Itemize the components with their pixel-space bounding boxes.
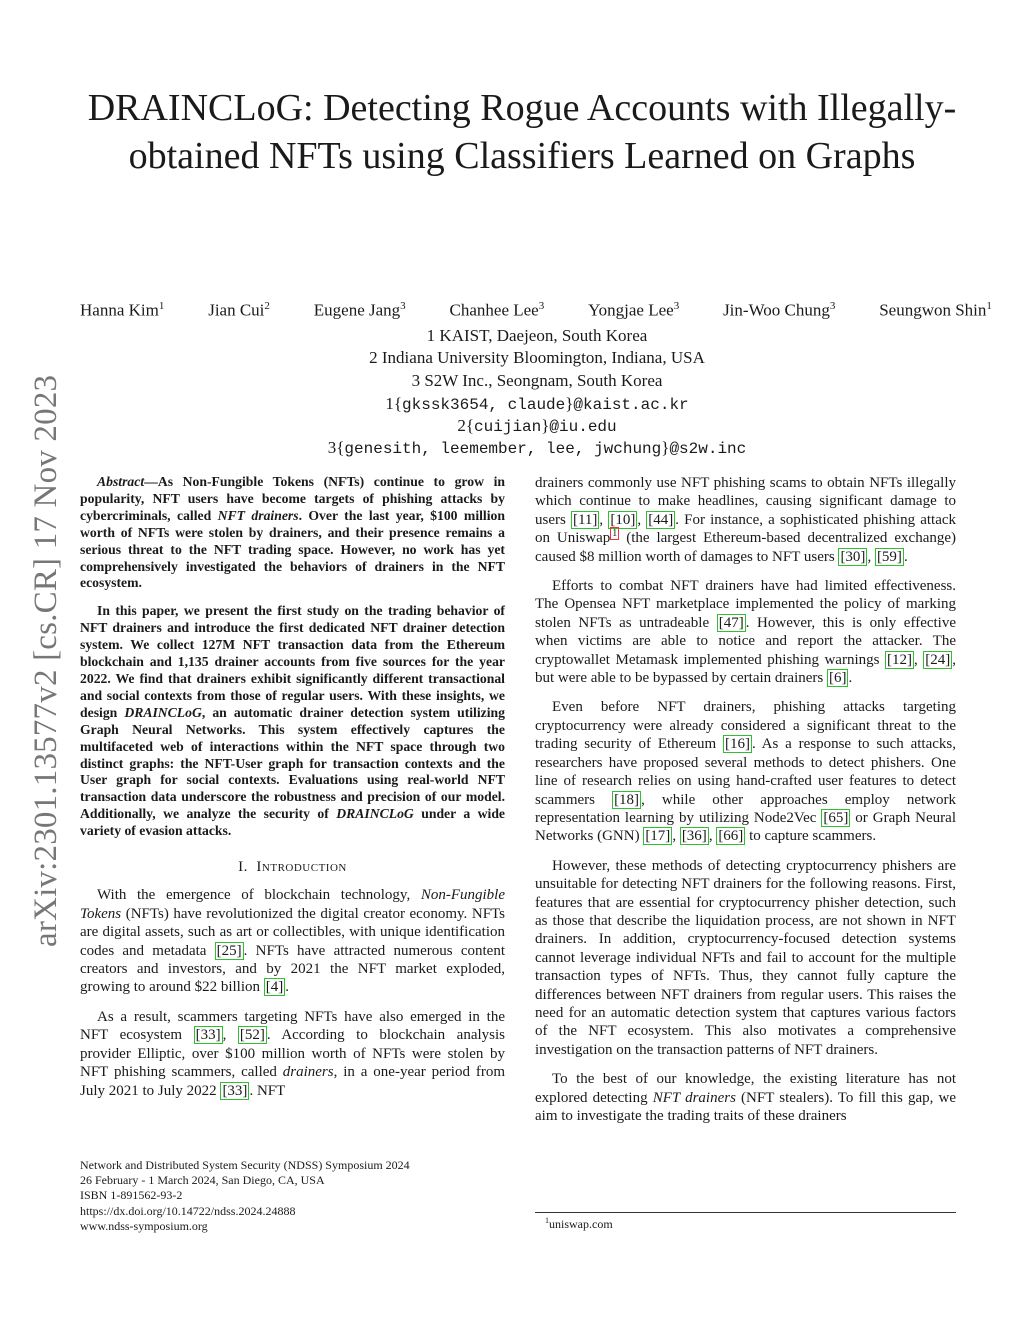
- body-paragraph: However, these methods of detecting cryptocurrency phishers are unsuitable for detecting NFT drainers for the following reasons. First, features that are essential for cryptocurrency phisher detection, such as those that describe the liquidation process, are not shown in NFT drainers. In addition, cryptocurrency-focused detection systems cannot leverage individual NFTs and fail to account for the multiple transaction types of NFTs. Thus, they cannot fully capture the differences between NFT drainers from regular users. This raises the need for an automatic detection system that captures various factors of the NFT ecosystem. This also motivates a comprehensive investigation on the transaction patterns of NFT drainers.: [535, 857, 956, 1058]
- author: Chanhee Lee$^3$: [449, 300, 545, 320]
- citation-link[interactable]: [11]: [572, 511, 598, 528]
- conference-note: [80, 1158, 410, 1234]
- citation-link[interactable]: [4]: [265, 979, 284, 996]
- citation-link[interactable]: [30]: [840, 548, 866, 565]
- arxiv-identifier: arXiv:2301.13577v2 [cs.CR] 17 Nov 2023: [28, 374, 64, 947]
- right-column: [535, 474, 956, 1136]
- section-heading: I. Introduction: [238, 859, 347, 876]
- citation-link[interactable]: [24]: [925, 651, 951, 668]
- body-paragraph: Efforts to combat NFT drainers have had limited effectiveness. The Opensea NFT marketplace implemented the policy of marking stolen NFTs as untradeable [47] . However, this is only effective when victims are able to notice and report the attacker. The cryptowallet Metamask implemented phishing warnings [12] , [24] , but were able to be bypassed by certain drainers [6] .: [535, 578, 956, 687]
- citation-link[interactable]: [6]: [828, 670, 847, 687]
- citation-link[interactable]: [10]: [610, 511, 636, 528]
- citation-link[interactable]: [17]: [645, 828, 671, 845]
- citation-link[interactable]: [18]: [614, 791, 640, 808]
- footnote-link[interactable]: 1: [612, 528, 618, 540]
- website-link[interactable]: www.ndss-symposium.org: [80, 1218, 208, 1233]
- body-paragraph: To the best of our knowledge, the existing literature has not explored detecting NFT drainers (NFT stealers). To fill this gap, we aim to investigate the trading traits of these drainers: [535, 1071, 956, 1124]
- citation-link[interactable]: [12]: [886, 651, 912, 668]
- author: Jin-Woo Chung$^3$: [723, 300, 836, 320]
- affiliation: 3 S2W Inc., Seongnam, South Korea: [411, 371, 663, 390]
- email-line: 2{cuijian}@iu.edu: [457, 416, 617, 436]
- citation-link[interactable]: [59]: [876, 548, 902, 565]
- citation-link[interactable]: [66]: [718, 828, 744, 845]
- conference-line: ISBN 1-891562-93-2: [80, 1188, 183, 1203]
- author: Yongjae Lee$^3$: [588, 300, 680, 320]
- citation-link[interactable]: [25]: [216, 942, 242, 959]
- citation-link[interactable]: [65]: [823, 809, 849, 826]
- citation-link[interactable]: [44]: [648, 511, 674, 528]
- citation-link[interactable]: [16]: [724, 736, 750, 753]
- citation-link[interactable]: [33]: [222, 1082, 248, 1099]
- body-paragraph: With the emergence of blockchain technology, Non-Fungible Tokens (NFTs) have revolutionized the digital creator economy. NFTs are digital assets, such as art or collectibles, with unique identification codes and metadata [25] . NFTs have attracted numerous content creators and investors, and by 2021 the NFT market exploded, growing to around $22 billion [4] .: [80, 887, 505, 996]
- body-paragraph: Even before NFT drainers, phishing attacks targeting cryptocurrency were already considered a significant threat to the trading security of Ethereum [16] . As a response to such attacks, researchers have proposed several methods to detect phishers. One line of research relies on using hand-crafted user features to detect scammers [18] , while other approaches employ network representation learning by utilizing Node2Vec [65] or Graph Neural Networks (GNN) [17] , [36] , [66] to capture scammers.: [535, 699, 956, 845]
- email-line: 1{gkssk3654, claude}@kaist.ac.kr: [385, 394, 689, 414]
- footnote: $^1$uniswap.com: [545, 1216, 613, 1231]
- doi-link[interactable]: https://dx.doi.org/10.14722/ndss.2024.24888: [80, 1203, 296, 1218]
- conference-line: 26 February - 1 March 2024, San Diego, CA, USA: [80, 1173, 325, 1188]
- affiliation: 1 KAIST, Daejeon, South Korea: [426, 326, 648, 345]
- left-column: [80, 474, 505, 1111]
- author: Hanna Kim$^1$: [80, 300, 165, 320]
- author-list: [80, 300, 992, 321]
- conference-line: Network and Distributed System Security (NDSS) Symposium 2024: [80, 1158, 410, 1172]
- author: Jian Cui$^2$: [208, 300, 270, 320]
- paper-title: DRAINCLoG: Detecting Rogue Accounts with Illegally-obtained NFTs using Classifiers Learned on Graphs: [87, 87, 957, 177]
- body-paragraph: drainers commonly use NFT phishing scams to obtain NFTs illegally which continue to make headlines, causing significant damage to users [11] , [10] , [44] . For instance, a sophisticated phishing attack on Uniswap $^1$ (the largest Ethereum-based decentralized exchange) caused $8 million worth of damages to NFT users [30] , [59] .: [535, 475, 957, 565]
- abstract-paragraph: In this paper, we present the first study on the trading behavior of NFT drainers and introduce the first dedicated NFT drainer detection system. We collect 127M NFT transaction data from the Ethereum blockchain and 1,135 drainer accounts from five sources for the year 2022. We find that drainers exhibit significantly different transactional and social contexts from those of regular users. With these insights, we design DRAINCLoG, an automatic drainer detection system utilizing Graph Neural Networks. This system effectively captures the multifaceted web of interactions within the NFT space through two distinct graphs: the NFT-User graph for transaction contexts and the User graph for social contexts. Evaluations using real-world NFT transaction data underscore the robustness and precision of our model. Additionally, we analyze the security of DRAINCLoG under a wide variety of evasion attacks.: [80, 603, 506, 839]
- citation-link[interactable]: [47]: [718, 614, 744, 631]
- author: Seungwon Shin$^1$: [879, 300, 992, 320]
- citation-link[interactable]: [36]: [681, 828, 707, 845]
- footnote-divider: [535, 1212, 956, 1213]
- abstract-paragraph: Abstract—As Non-Fungible Tokens (NFTs) continue to grow in popularity, NFT users have become targets of phishing attacks by cybercriminals, called NFT drainers. Over the last year, $100 million worth of NFTs were stolen by drainers, and their presence remains a serious threat to the NFT trading space. However, no work has yet comprehensively investigated the behaviors of drainers in the NFT ecosystem.: [80, 474, 505, 591]
- affiliation: 2 Indiana University Bloomington, Indiana, USA: [369, 348, 705, 367]
- citation-link[interactable]: [52]: [239, 1027, 265, 1044]
- author: Eugene Jang$^3$: [313, 300, 406, 320]
- body-paragraph: As a result, scammers targeting NFTs have also emerged in the NFT ecosystem [33] , [52] . According to blockchain analysis provider Elliptic, over $100 million worth of NFTs were stolen by NFT phishing scammers, called drainers, in a one-year period from July 2021 to July 2022 [33] . NFT: [80, 1008, 505, 1099]
- email-line: 3{genesith, leemember, lee, jwchung}@s2w.inc: [327, 438, 747, 458]
- citation-link[interactable]: [33]: [195, 1027, 221, 1044]
